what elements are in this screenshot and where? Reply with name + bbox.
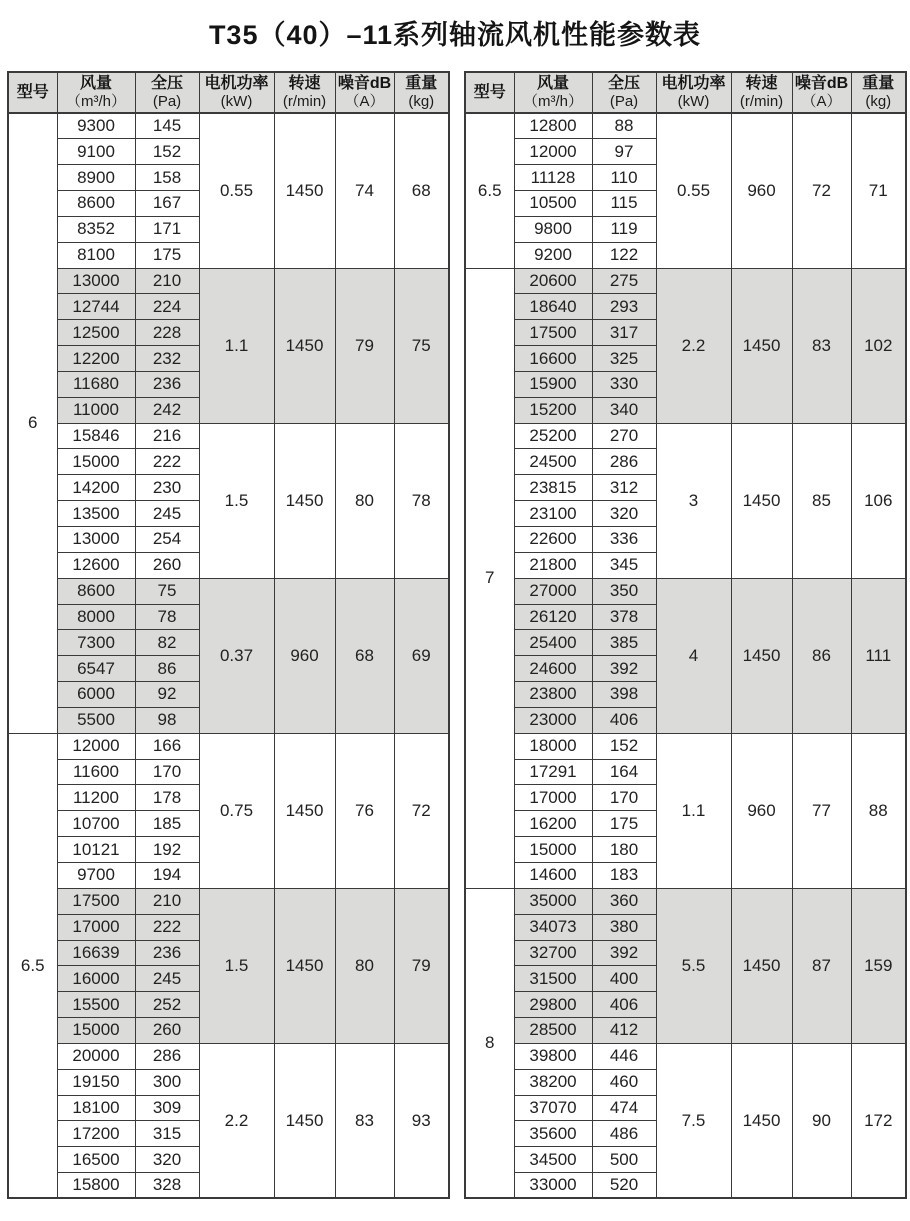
- power-cell: 1.5: [199, 888, 274, 1043]
- pressure-cell: 412: [592, 1018, 656, 1044]
- airflow-cell: 17291: [514, 759, 592, 785]
- power-cell: 2.2: [656, 268, 731, 423]
- header-airflow-unit: （m³/h）: [522, 92, 583, 110]
- header-weight: [851, 72, 906, 113]
- airflow-cell: 35600: [514, 1121, 592, 1147]
- airflow-cell: 37070: [514, 1095, 592, 1121]
- airflow-cell: 26120: [514, 604, 592, 630]
- header-pressure-label: 全压: [150, 74, 183, 92]
- power-cell: 0.37: [199, 578, 274, 733]
- airflow-cell: 13500: [57, 501, 135, 527]
- header-noise-label: 噪音dB: [794, 74, 849, 92]
- power-cell: 1.5: [199, 423, 274, 578]
- pressure-cell: 293: [592, 294, 656, 320]
- airflow-cell: 18000: [514, 733, 592, 759]
- pressure-cell: 520: [592, 1173, 656, 1199]
- pressure-cell: 158: [135, 165, 199, 191]
- airflow-cell: 32700: [514, 940, 592, 966]
- pressure-cell: 210: [135, 888, 199, 914]
- airflow-cell: 11000: [57, 397, 135, 423]
- table-row: [8, 113, 449, 139]
- model-cell: 6.5: [8, 733, 57, 1198]
- speed-cell: 1450: [274, 1043, 335, 1198]
- pressure-cell: 183: [592, 862, 656, 888]
- noise-cell: 87: [792, 888, 851, 1043]
- header-power-unit: (kW): [220, 92, 253, 110]
- pressure-cell: 406: [592, 992, 656, 1018]
- pressure-cell: 194: [135, 862, 199, 888]
- airflow-cell: 15500: [57, 992, 135, 1018]
- airflow-cell: 8100: [57, 242, 135, 268]
- pressure-cell: 500: [592, 1147, 656, 1173]
- table-row: [8, 578, 449, 604]
- airflow-cell: 19150: [57, 1069, 135, 1095]
- airflow-cell: 29800: [514, 992, 592, 1018]
- airflow-cell: 25400: [514, 630, 592, 656]
- airflow-cell: 13000: [57, 268, 135, 294]
- airflow-cell: 8600: [57, 578, 135, 604]
- pressure-cell: 400: [592, 966, 656, 992]
- airflow-cell: 5500: [57, 707, 135, 733]
- table-row: [465, 113, 906, 139]
- noise-cell: 72: [792, 113, 851, 268]
- airflow-cell: 14200: [57, 475, 135, 501]
- weight-cell: 75: [394, 268, 449, 423]
- header-pressure-label: 全压: [607, 74, 640, 92]
- airflow-cell: 25200: [514, 423, 592, 449]
- airflow-cell: 16600: [514, 346, 592, 372]
- pressure-cell: 360: [592, 888, 656, 914]
- header-pressure-unit: (Pa): [152, 92, 182, 110]
- table-row: [8, 733, 449, 759]
- airflow-cell: 9700: [57, 862, 135, 888]
- table-row: [465, 268, 906, 294]
- header-airflow-unit: （m³/h）: [65, 92, 126, 110]
- weight-cell: 106: [851, 423, 906, 578]
- airflow-cell: 9100: [57, 139, 135, 165]
- pressure-cell: 216: [135, 423, 199, 449]
- airflow-cell: 24500: [514, 449, 592, 475]
- noise-cell: 83: [792, 268, 851, 423]
- header-airflow: [57, 72, 135, 113]
- weight-cell: 68: [394, 113, 449, 268]
- pressure-cell: 392: [592, 940, 656, 966]
- airflow-cell: 6000: [57, 682, 135, 708]
- pressure-cell: 230: [135, 475, 199, 501]
- header-speed-label: 转速: [745, 74, 778, 92]
- pressure-cell: 328: [135, 1173, 199, 1199]
- header-airflow-label: 风量: [79, 74, 112, 92]
- speed-cell: 1450: [274, 113, 335, 268]
- table-row: [465, 888, 906, 914]
- airflow-cell: 12800: [514, 113, 592, 139]
- pressure-cell: 164: [592, 759, 656, 785]
- pressure-cell: 260: [135, 552, 199, 578]
- header-pressure: [592, 72, 656, 113]
- power-cell: 2.2: [199, 1043, 274, 1198]
- header-weight-label: 重量: [862, 74, 895, 92]
- airflow-cell: 10121: [57, 837, 135, 863]
- power-cell: 1.1: [656, 733, 731, 888]
- power-cell: 0.55: [656, 113, 731, 268]
- airflow-cell: 23815: [514, 475, 592, 501]
- noise-cell: 77: [792, 733, 851, 888]
- weight-cell: 111: [851, 578, 906, 733]
- pressure-cell: 309: [135, 1095, 199, 1121]
- airflow-cell: 15800: [57, 1173, 135, 1199]
- noise-cell: 80: [335, 888, 394, 1043]
- power-cell: 3: [656, 423, 731, 578]
- pressure-cell: 275: [592, 268, 656, 294]
- airflow-cell: 18640: [514, 294, 592, 320]
- pressure-cell: 180: [592, 837, 656, 863]
- pressure-cell: 236: [135, 371, 199, 397]
- pressure-cell: 236: [135, 940, 199, 966]
- airflow-cell: 23100: [514, 501, 592, 527]
- pressure-cell: 185: [135, 811, 199, 837]
- pressure-cell: 325: [592, 346, 656, 372]
- spec-table-left: [7, 71, 450, 1199]
- weight-cell: 69: [394, 578, 449, 733]
- header-weight-label: 重量: [405, 74, 438, 92]
- pressure-cell: 242: [135, 397, 199, 423]
- speed-cell: 1450: [274, 733, 335, 888]
- airflow-cell: 20000: [57, 1043, 135, 1069]
- pressure-cell: 392: [592, 656, 656, 682]
- header-power-label: 电机功率: [661, 74, 726, 92]
- airflow-cell: 15900: [514, 371, 592, 397]
- noise-cell: 85: [792, 423, 851, 578]
- airflow-cell: 23000: [514, 707, 592, 733]
- header-model: [465, 72, 514, 113]
- pressure-cell: 88: [592, 113, 656, 139]
- pressure-cell: 270: [592, 423, 656, 449]
- speed-cell: 1450: [274, 888, 335, 1043]
- pressure-cell: 115: [592, 191, 656, 217]
- pressure-cell: 82: [135, 630, 199, 656]
- pressure-cell: 474: [592, 1095, 656, 1121]
- pressure-cell: 446: [592, 1043, 656, 1069]
- pressure-cell: 86: [135, 656, 199, 682]
- pressure-cell: 320: [592, 501, 656, 527]
- noise-cell: 90: [792, 1043, 851, 1198]
- airflow-cell: 17500: [514, 320, 592, 346]
- pressure-cell: 222: [135, 449, 199, 475]
- airflow-cell: 12200: [57, 346, 135, 372]
- speed-cell: 1450: [731, 268, 792, 423]
- header-model: [8, 72, 57, 113]
- airflow-cell: 21800: [514, 552, 592, 578]
- pressure-cell: 175: [592, 811, 656, 837]
- pressure-cell: 406: [592, 707, 656, 733]
- airflow-cell: 12600: [57, 552, 135, 578]
- header-power-label: 电机功率: [204, 74, 269, 92]
- weight-cell: 93: [394, 1043, 449, 1198]
- pressure-cell: 312: [592, 475, 656, 501]
- pressure-cell: 245: [135, 966, 199, 992]
- table-row: [465, 423, 906, 449]
- tables-container: [0, 71, 910, 1199]
- pressure-cell: 119: [592, 216, 656, 242]
- airflow-cell: 24600: [514, 656, 592, 682]
- header-speed-unit: (r/min): [739, 92, 784, 110]
- header-noise-unit: （A）: [801, 92, 842, 110]
- pressure-cell: 170: [135, 759, 199, 785]
- pressure-cell: 336: [592, 527, 656, 553]
- header-power: [199, 72, 274, 113]
- speed-cell: 1450: [731, 578, 792, 733]
- airflow-cell: 12500: [57, 320, 135, 346]
- power-cell: 0.75: [199, 733, 274, 888]
- pressure-cell: 167: [135, 191, 199, 217]
- model-cell: 6.5: [465, 113, 514, 268]
- pressure-cell: 170: [592, 785, 656, 811]
- airflow-cell: 12000: [514, 139, 592, 165]
- airflow-cell: 17000: [514, 785, 592, 811]
- pressure-cell: 260: [135, 1018, 199, 1044]
- table-row: [465, 733, 906, 759]
- airflow-cell: 16200: [514, 811, 592, 837]
- page-title: T35（40）–11系列轴流风机性能参数表: [208, 20, 702, 50]
- airflow-cell: 33000: [514, 1173, 592, 1199]
- table-row: [8, 423, 449, 449]
- speed-cell: 960: [731, 113, 792, 268]
- model-cell: 7: [465, 268, 514, 888]
- airflow-cell: 16000: [57, 966, 135, 992]
- airflow-cell: 9200: [514, 242, 592, 268]
- pressure-cell: 171: [135, 216, 199, 242]
- header-speed-unit: (r/min): [282, 92, 327, 110]
- weight-cell: 159: [851, 888, 906, 1043]
- pressure-cell: 92: [135, 682, 199, 708]
- pressure-cell: 378: [592, 604, 656, 630]
- pressure-cell: 232: [135, 346, 199, 372]
- pressure-cell: 192: [135, 837, 199, 863]
- airflow-cell: 9300: [57, 113, 135, 139]
- pressure-cell: 345: [592, 552, 656, 578]
- airflow-cell: 18100: [57, 1095, 135, 1121]
- airflow-cell: 15000: [57, 449, 135, 475]
- airflow-cell: 8600: [57, 191, 135, 217]
- speed-cell: 960: [274, 578, 335, 733]
- pressure-cell: 254: [135, 527, 199, 553]
- airflow-cell: 17500: [57, 888, 135, 914]
- pressure-cell: 398: [592, 682, 656, 708]
- power-cell: 0.55: [199, 113, 274, 268]
- pressure-cell: 245: [135, 501, 199, 527]
- pressure-cell: 460: [592, 1069, 656, 1095]
- pressure-cell: 286: [592, 449, 656, 475]
- power-cell: 4: [656, 578, 731, 733]
- airflow-cell: 23800: [514, 682, 592, 708]
- header-row: [8, 72, 449, 113]
- header-power: [656, 72, 731, 113]
- header-noise-label: 噪音dB: [337, 74, 392, 92]
- header-row: [465, 72, 906, 113]
- header-speed: [274, 72, 335, 113]
- airflow-cell: 35000: [514, 888, 592, 914]
- airflow-cell: 17200: [57, 1121, 135, 1147]
- header-noise-unit: （A）: [344, 92, 385, 110]
- speed-cell: 1450: [731, 423, 792, 578]
- header-power-unit: (kW): [677, 92, 710, 110]
- pressure-cell: 350: [592, 578, 656, 604]
- model-cell: 8: [465, 888, 514, 1198]
- pressure-cell: 252: [135, 992, 199, 1018]
- table-row: [8, 268, 449, 294]
- noise-cell: 76: [335, 733, 394, 888]
- airflow-cell: 8900: [57, 165, 135, 191]
- speed-cell: 1450: [274, 423, 335, 578]
- header-speed-label: 转速: [288, 74, 321, 92]
- airflow-cell: 13000: [57, 527, 135, 553]
- airflow-cell: 9800: [514, 216, 592, 242]
- table-row: [8, 1043, 449, 1069]
- power-cell: 5.5: [656, 888, 731, 1043]
- airflow-cell: 14600: [514, 862, 592, 888]
- weight-cell: 72: [394, 733, 449, 888]
- weight-cell: 71: [851, 113, 906, 268]
- pressure-cell: 228: [135, 320, 199, 346]
- pressure-cell: 340: [592, 397, 656, 423]
- pressure-cell: 286: [135, 1043, 199, 1069]
- header-airflow-label: 风量: [536, 74, 569, 92]
- airflow-cell: 8352: [57, 216, 135, 242]
- weight-cell: 88: [851, 733, 906, 888]
- airflow-cell: 31500: [514, 966, 592, 992]
- pressure-cell: 78: [135, 604, 199, 630]
- airflow-cell: 12744: [57, 294, 135, 320]
- noise-cell: 80: [335, 423, 394, 578]
- pressure-cell: 166: [135, 733, 199, 759]
- pressure-cell: 152: [592, 733, 656, 759]
- noise-cell: 83: [335, 1043, 394, 1198]
- noise-cell: 68: [335, 578, 394, 733]
- noise-cell: 79: [335, 268, 394, 423]
- airflow-cell: 6547: [57, 656, 135, 682]
- pressure-cell: 75: [135, 578, 199, 604]
- airflow-cell: 15000: [57, 1018, 135, 1044]
- pressure-cell: 152: [135, 139, 199, 165]
- pressure-cell: 210: [135, 268, 199, 294]
- airflow-cell: 11128: [514, 165, 592, 191]
- header-model-label: 型号: [16, 83, 49, 101]
- pressure-cell: 178: [135, 785, 199, 811]
- header-model-label: 型号: [473, 83, 506, 101]
- noise-cell: 74: [335, 113, 394, 268]
- pressure-cell: 98: [135, 707, 199, 733]
- spec-table-right: [464, 71, 907, 1199]
- airflow-cell: 28500: [514, 1018, 592, 1044]
- pressure-cell: 486: [592, 1121, 656, 1147]
- airflow-cell: 16639: [57, 940, 135, 966]
- airflow-cell: 17000: [57, 914, 135, 940]
- weight-cell: 172: [851, 1043, 906, 1198]
- airflow-cell: 15200: [514, 397, 592, 423]
- airflow-cell: 15846: [57, 423, 135, 449]
- pressure-cell: 175: [135, 242, 199, 268]
- pressure-cell: 385: [592, 630, 656, 656]
- speed-cell: 1450: [731, 888, 792, 1043]
- airflow-cell: 12000: [57, 733, 135, 759]
- pressure-cell: 300: [135, 1069, 199, 1095]
- table-row: [8, 888, 449, 914]
- power-cell: 7.5: [656, 1043, 731, 1198]
- speed-cell: 960: [731, 733, 792, 888]
- airflow-cell: 16500: [57, 1147, 135, 1173]
- weight-cell: 79: [394, 888, 449, 1043]
- airflow-cell: 22600: [514, 527, 592, 553]
- pressure-cell: 380: [592, 914, 656, 940]
- airflow-cell: 27000: [514, 578, 592, 604]
- header-noise: [335, 72, 394, 113]
- airflow-cell: 10500: [514, 191, 592, 217]
- pressure-cell: 330: [592, 371, 656, 397]
- header-airflow: [514, 72, 592, 113]
- pressure-cell: 315: [135, 1121, 199, 1147]
- pressure-cell: 222: [135, 914, 199, 940]
- airflow-cell: 8000: [57, 604, 135, 630]
- weight-cell: 102: [851, 268, 906, 423]
- pressure-cell: 145: [135, 113, 199, 139]
- header-noise: [792, 72, 851, 113]
- airflow-cell: 39800: [514, 1043, 592, 1069]
- header-speed: [731, 72, 792, 113]
- airflow-cell: 20600: [514, 268, 592, 294]
- header-weight-unit: (kg): [408, 92, 435, 110]
- airflow-cell: 11680: [57, 371, 135, 397]
- pressure-cell: 320: [135, 1147, 199, 1173]
- speed-cell: 1450: [274, 268, 335, 423]
- pressure-cell: 224: [135, 294, 199, 320]
- airflow-cell: 34073: [514, 914, 592, 940]
- table-row: [465, 1043, 906, 1069]
- model-cell: 6: [8, 113, 57, 733]
- pressure-cell: 122: [592, 242, 656, 268]
- airflow-cell: 11600: [57, 759, 135, 785]
- noise-cell: 86: [792, 578, 851, 733]
- airflow-cell: 15000: [514, 837, 592, 863]
- airflow-cell: 34500: [514, 1147, 592, 1173]
- pressure-cell: 317: [592, 320, 656, 346]
- table-row: [465, 578, 906, 604]
- airflow-cell: 7300: [57, 630, 135, 656]
- header-weight: [394, 72, 449, 113]
- airflow-cell: 11200: [57, 785, 135, 811]
- header-weight-unit: (kg): [865, 92, 892, 110]
- pressure-cell: 110: [592, 165, 656, 191]
- speed-cell: 1450: [731, 1043, 792, 1198]
- pressure-cell: 97: [592, 139, 656, 165]
- header-pressure-unit: (Pa): [609, 92, 639, 110]
- weight-cell: 78: [394, 423, 449, 578]
- power-cell: 1.1: [199, 268, 274, 423]
- header-pressure: [135, 72, 199, 113]
- airflow-cell: 10700: [57, 811, 135, 837]
- airflow-cell: 38200: [514, 1069, 592, 1095]
